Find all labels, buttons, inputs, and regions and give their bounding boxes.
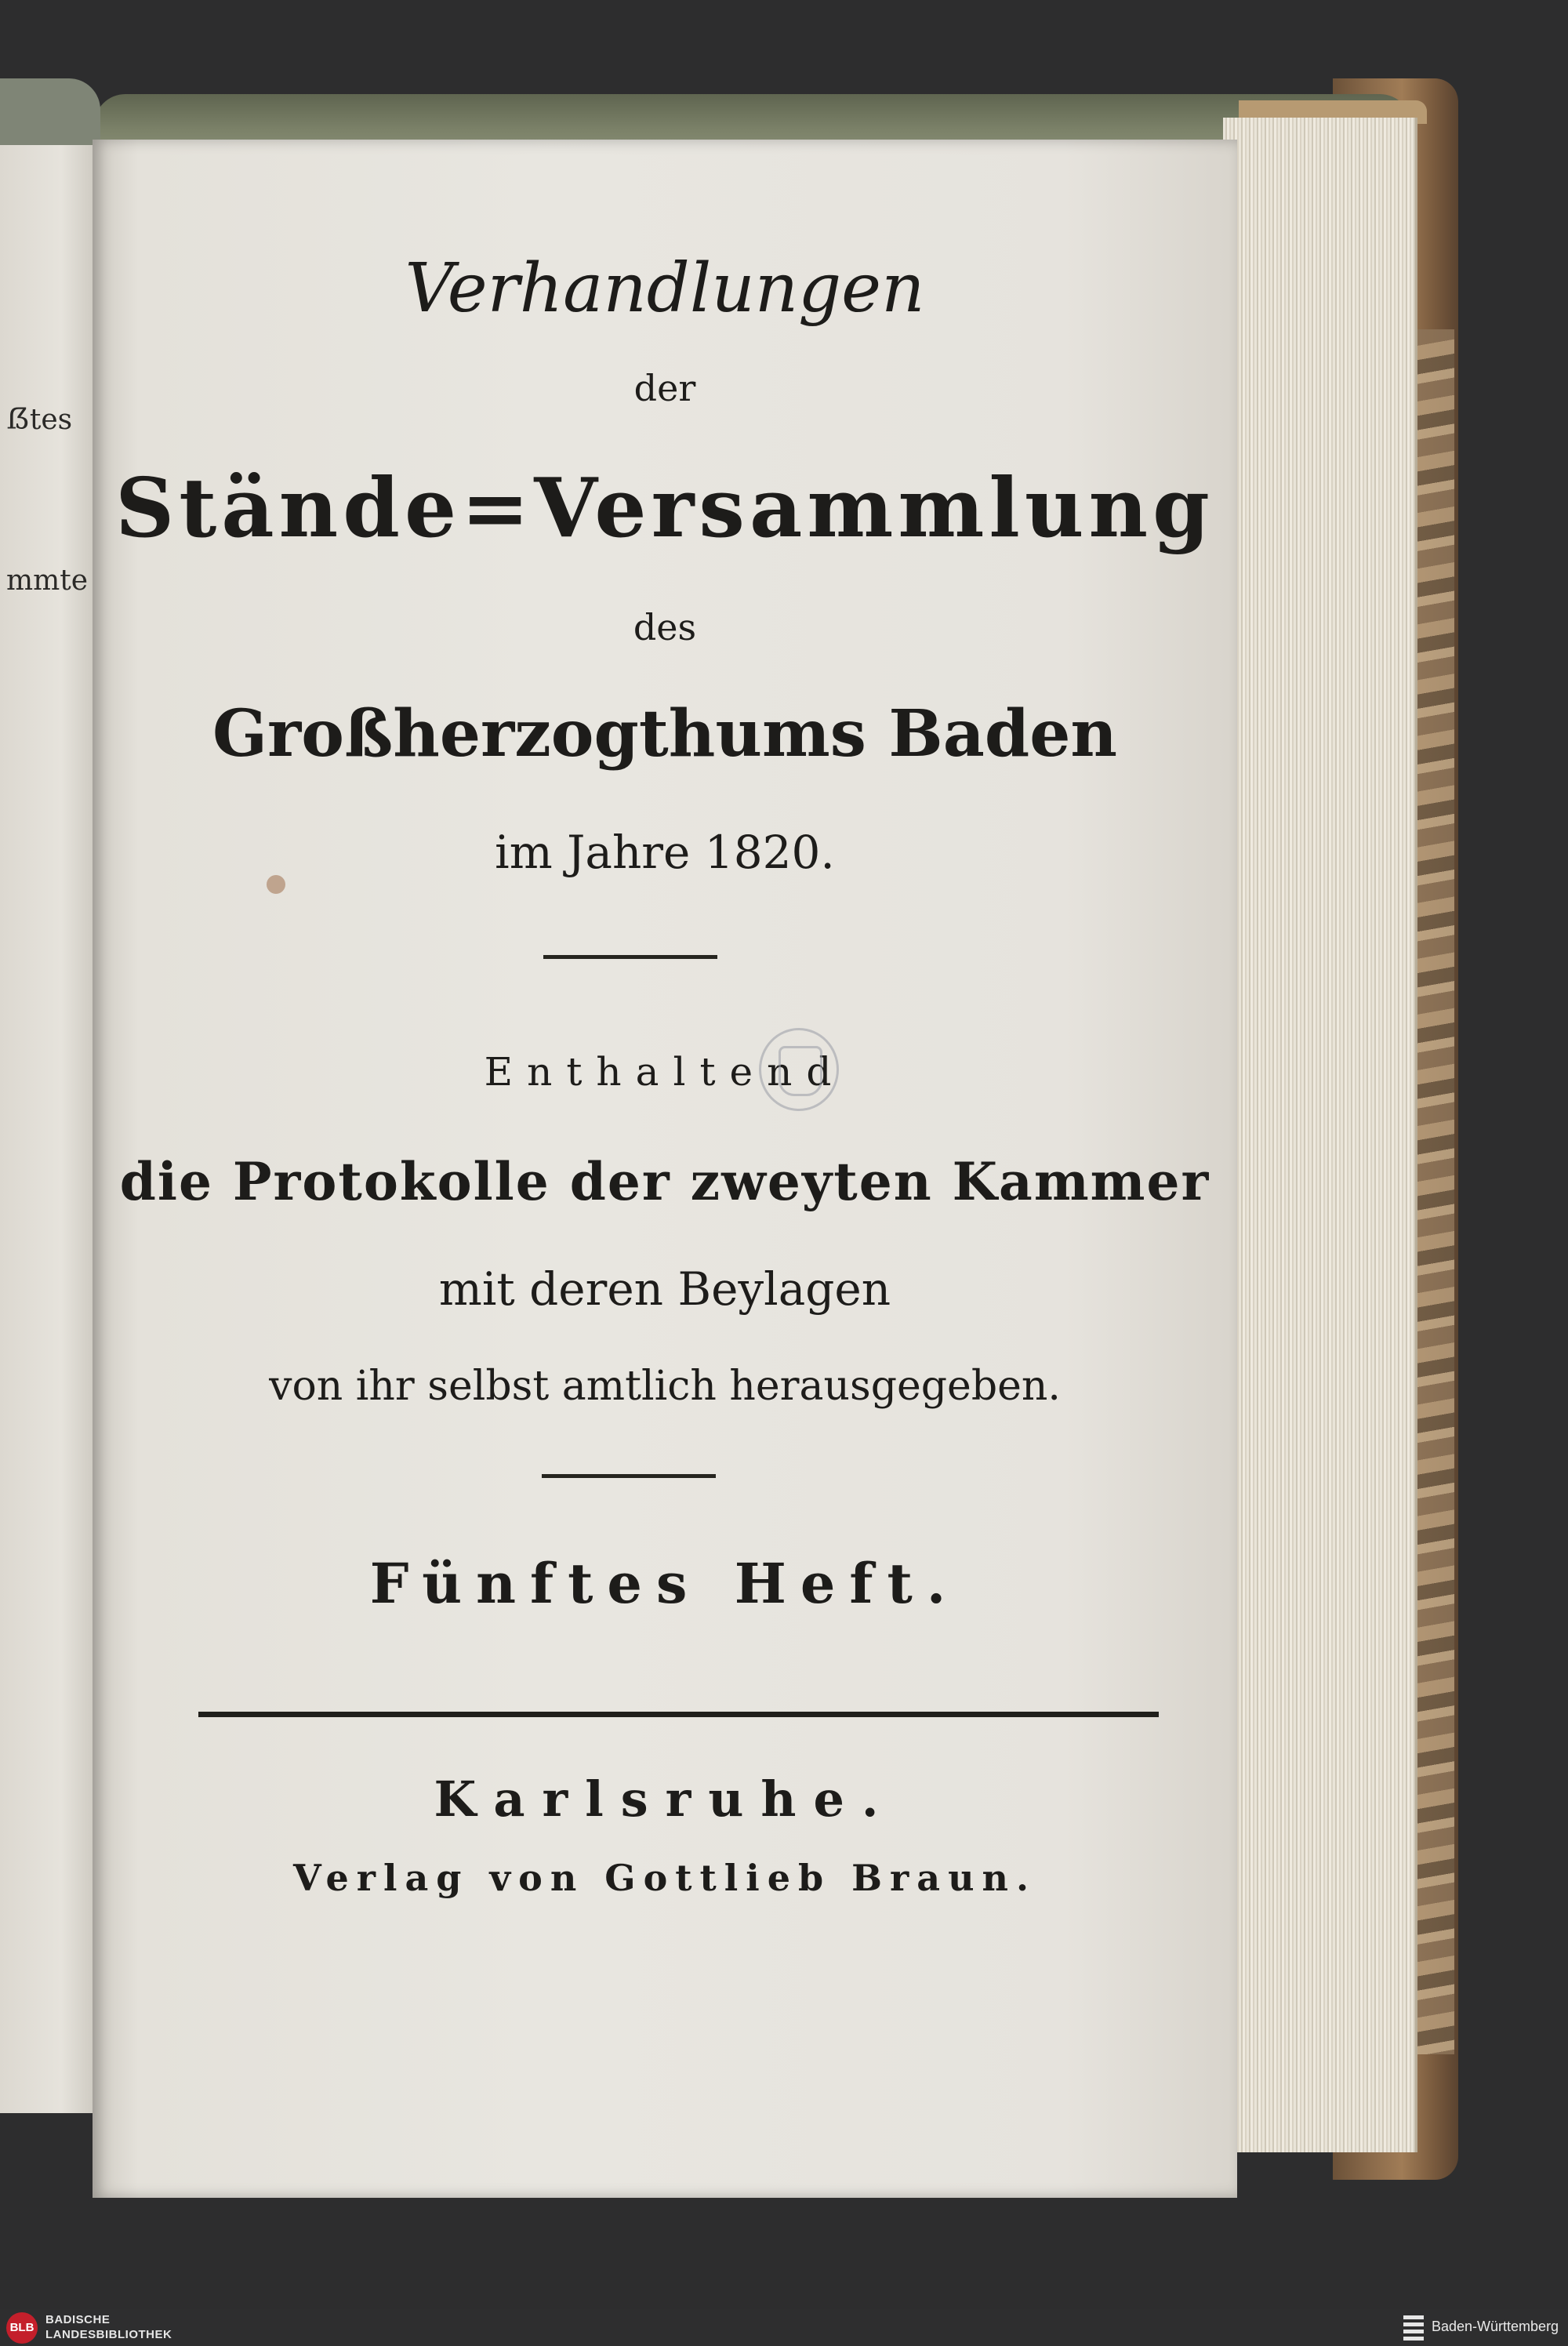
library-stamp-icon (759, 1028, 839, 1111)
left-facing-page (0, 145, 102, 2113)
imprint-publisher: Verlag von Gottlieb Braun. (293, 1857, 1036, 1899)
cover-marbling (1411, 329, 1454, 2054)
library-name-line: BADISCHE (45, 2313, 111, 2326)
divider-long (198, 1712, 1159, 1717)
left-page-top-edge (0, 78, 100, 149)
contents-line: die Protokolle der zweyten Kammer (119, 1151, 1210, 1212)
title-line: Verhandlungen (405, 249, 925, 328)
stamp-shield-icon (779, 1046, 822, 1096)
title-connector: des (633, 606, 697, 648)
contents-line: von ihr selbst amtlich herausgegeben. (269, 1363, 1061, 1410)
library-name-line: LANDESBIBLIOTHEK (45, 2328, 172, 2341)
divider (542, 1474, 716, 1478)
baden-wuerttemberg-logo-icon (1403, 2315, 1424, 2341)
title-connector: der (633, 367, 696, 409)
state-name: Baden-Württemberg (1432, 2319, 1559, 2334)
contents-label: Enthaltend (484, 1049, 846, 1095)
title-year: im Jahre 1820. (495, 826, 835, 879)
page-fore-edge (1223, 118, 1417, 2152)
title-subject: Großherzogthums Baden (212, 696, 1117, 772)
library-name (45, 2312, 172, 2342)
contents-line: mit deren Beylagen (438, 1262, 891, 1316)
title-main: Stände=Versammlung (115, 459, 1214, 556)
paper-stain (267, 875, 285, 894)
left-page-text-fragment: mmte (6, 565, 89, 597)
divider (543, 955, 717, 959)
issue-number: Fünftes Heft. (369, 1551, 960, 1616)
blb-logo-icon: BLB (6, 2312, 38, 2344)
footer-bar (0, 2309, 1568, 2346)
imprint-place: Karlsruhe. (434, 1770, 896, 1828)
title-page (93, 140, 1237, 2198)
left-page-text-fragment: ẞtes (6, 404, 73, 436)
